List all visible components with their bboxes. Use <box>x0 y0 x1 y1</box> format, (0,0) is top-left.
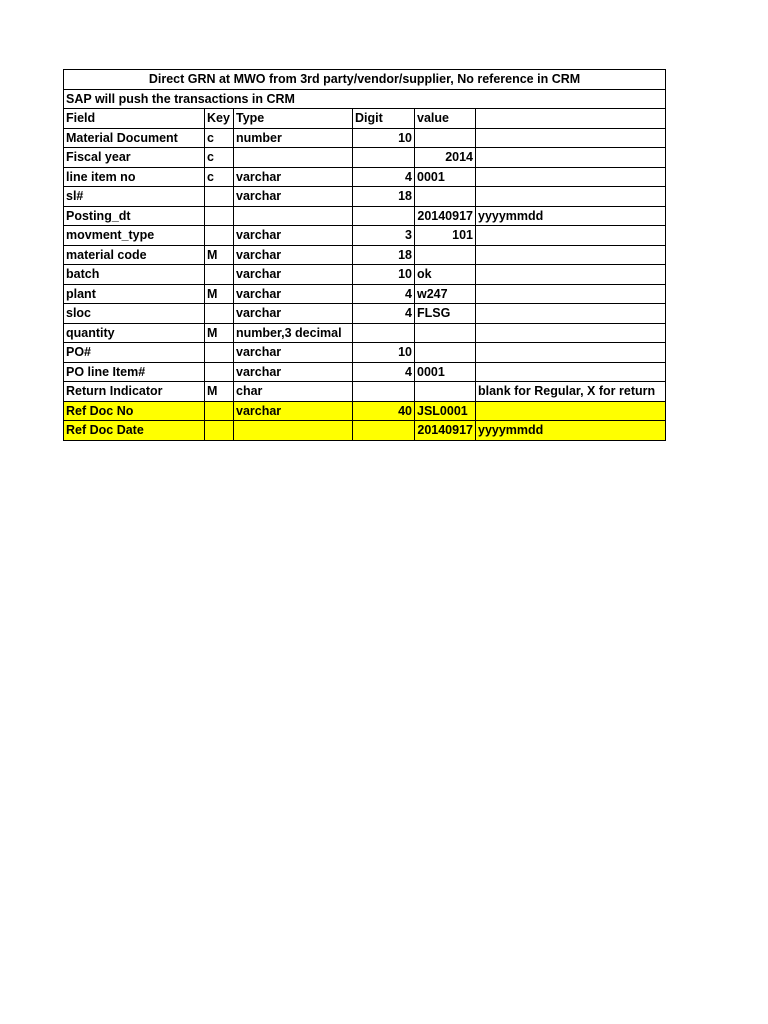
cell-key: M <box>205 382 234 402</box>
cell-type: number <box>234 128 353 148</box>
cell-field: Ref Doc Date <box>64 421 205 441</box>
cell-value <box>415 245 476 265</box>
cell-value: FLSG <box>415 304 476 324</box>
cell-value: 20140917 <box>415 421 476 441</box>
cell-value <box>415 382 476 402</box>
cell-key <box>205 206 234 226</box>
cell-field: Ref Doc No <box>64 401 205 421</box>
table-row <box>64 265 666 285</box>
cell-value <box>415 128 476 148</box>
cell-key <box>205 226 234 246</box>
table-row <box>64 245 666 265</box>
cell-type: number,3 decimal <box>234 323 353 343</box>
table-subtitle: SAP will push the transactions in CRM <box>64 89 666 109</box>
cell-key: M <box>205 245 234 265</box>
cell-key: M <box>205 284 234 304</box>
cell-type: varchar <box>234 226 353 246</box>
cell-digit <box>353 148 415 168</box>
cell-value: w247 <box>415 284 476 304</box>
table-title: Direct GRN at MWO from 3rd party/vendor/supplier, No reference in CRM <box>64 70 666 90</box>
table-row <box>64 284 666 304</box>
table-row <box>64 382 666 402</box>
cell-field: Return Indicator <box>64 382 205 402</box>
cell-digit <box>353 206 415 226</box>
cell-field: Material Document <box>64 128 205 148</box>
cell-value: JSL0001 <box>415 401 476 421</box>
cell-value: ok <box>415 265 476 285</box>
cell-key <box>205 187 234 207</box>
cell-digit: 10 <box>353 265 415 285</box>
header-row <box>64 109 666 129</box>
cell-value: 20140917 <box>415 206 476 226</box>
table-row <box>64 167 666 187</box>
cell-digit <box>353 421 415 441</box>
table-row <box>64 206 666 226</box>
cell-type: varchar <box>234 167 353 187</box>
cell-key <box>205 362 234 382</box>
cell-key <box>205 265 234 285</box>
cell-field: sl# <box>64 187 205 207</box>
cell-field: PO line Item# <box>64 362 205 382</box>
cell-note <box>476 323 666 343</box>
cell-key <box>205 421 234 441</box>
cell-key: M <box>205 323 234 343</box>
cell-key: c <box>205 148 234 168</box>
cell-note <box>476 148 666 168</box>
cell-type: varchar <box>234 401 353 421</box>
cell-field: line item no <box>64 167 205 187</box>
cell-note <box>476 226 666 246</box>
table-row <box>64 187 666 207</box>
cell-note <box>476 187 666 207</box>
header-digit: Digit <box>353 109 415 129</box>
table-row <box>64 421 666 441</box>
cell-value: 0001 <box>415 362 476 382</box>
title-row <box>64 70 666 90</box>
table-row <box>64 362 666 382</box>
cell-key <box>205 343 234 363</box>
table-row <box>64 323 666 343</box>
cell-field: PO# <box>64 343 205 363</box>
cell-field: Fiscal year <box>64 148 205 168</box>
cell-note <box>476 362 666 382</box>
cell-note <box>476 401 666 421</box>
cell-value: 0001 <box>415 167 476 187</box>
cell-digit: 4 <box>353 284 415 304</box>
table-row <box>64 128 666 148</box>
table-row <box>64 226 666 246</box>
cell-digit: 18 <box>353 187 415 207</box>
cell-digit: 3 <box>353 226 415 246</box>
header-note <box>476 109 666 129</box>
cell-digit: 40 <box>353 401 415 421</box>
cell-note <box>476 265 666 285</box>
cell-field: Posting_dt <box>64 206 205 226</box>
cell-type: varchar <box>234 245 353 265</box>
cell-note <box>476 245 666 265</box>
cell-field: plant <box>64 284 205 304</box>
header-type: Type <box>234 109 353 129</box>
cell-key: c <box>205 128 234 148</box>
cell-type: varchar <box>234 343 353 363</box>
cell-value <box>415 323 476 343</box>
cell-value: 2014 <box>415 148 476 168</box>
cell-type: varchar <box>234 187 353 207</box>
table-row <box>64 343 666 363</box>
cell-note <box>476 128 666 148</box>
cell-digit: 10 <box>353 128 415 148</box>
cell-field: material code <box>64 245 205 265</box>
table-row <box>64 401 666 421</box>
cell-type <box>234 148 353 168</box>
cell-key <box>205 304 234 324</box>
cell-key <box>205 401 234 421</box>
cell-type: varchar <box>234 284 353 304</box>
cell-note <box>476 167 666 187</box>
cell-type <box>234 206 353 226</box>
cell-digit: 18 <box>353 245 415 265</box>
cell-field: movment_type <box>64 226 205 246</box>
cell-digit: 4 <box>353 167 415 187</box>
grn-spec-table <box>63 69 666 441</box>
cell-note <box>476 304 666 324</box>
cell-value: 101 <box>415 226 476 246</box>
cell-digit <box>353 323 415 343</box>
cell-digit: 4 <box>353 304 415 324</box>
cell-field: quantity <box>64 323 205 343</box>
cell-field: sloc <box>64 304 205 324</box>
cell-type <box>234 421 353 441</box>
cell-note: yyyymmdd <box>476 421 666 441</box>
header-field: Field <box>64 109 205 129</box>
cell-note <box>476 284 666 304</box>
table-row <box>64 304 666 324</box>
cell-note: yyyymmdd <box>476 206 666 226</box>
cell-key: c <box>205 167 234 187</box>
cell-value <box>415 187 476 207</box>
cell-type: varchar <box>234 265 353 285</box>
table-row <box>64 148 666 168</box>
cell-type: char <box>234 382 353 402</box>
cell-digit: 4 <box>353 362 415 382</box>
cell-digit <box>353 382 415 402</box>
cell-field: batch <box>64 265 205 285</box>
header-value: value <box>415 109 476 129</box>
cell-type: varchar <box>234 362 353 382</box>
cell-type: varchar <box>234 304 353 324</box>
cell-digit: 10 <box>353 343 415 363</box>
header-key: Key <box>205 109 234 129</box>
cell-note <box>476 343 666 363</box>
subtitle-row <box>64 89 666 109</box>
cell-value <box>415 343 476 363</box>
cell-note: blank for Regular, X for return <box>476 382 666 402</box>
